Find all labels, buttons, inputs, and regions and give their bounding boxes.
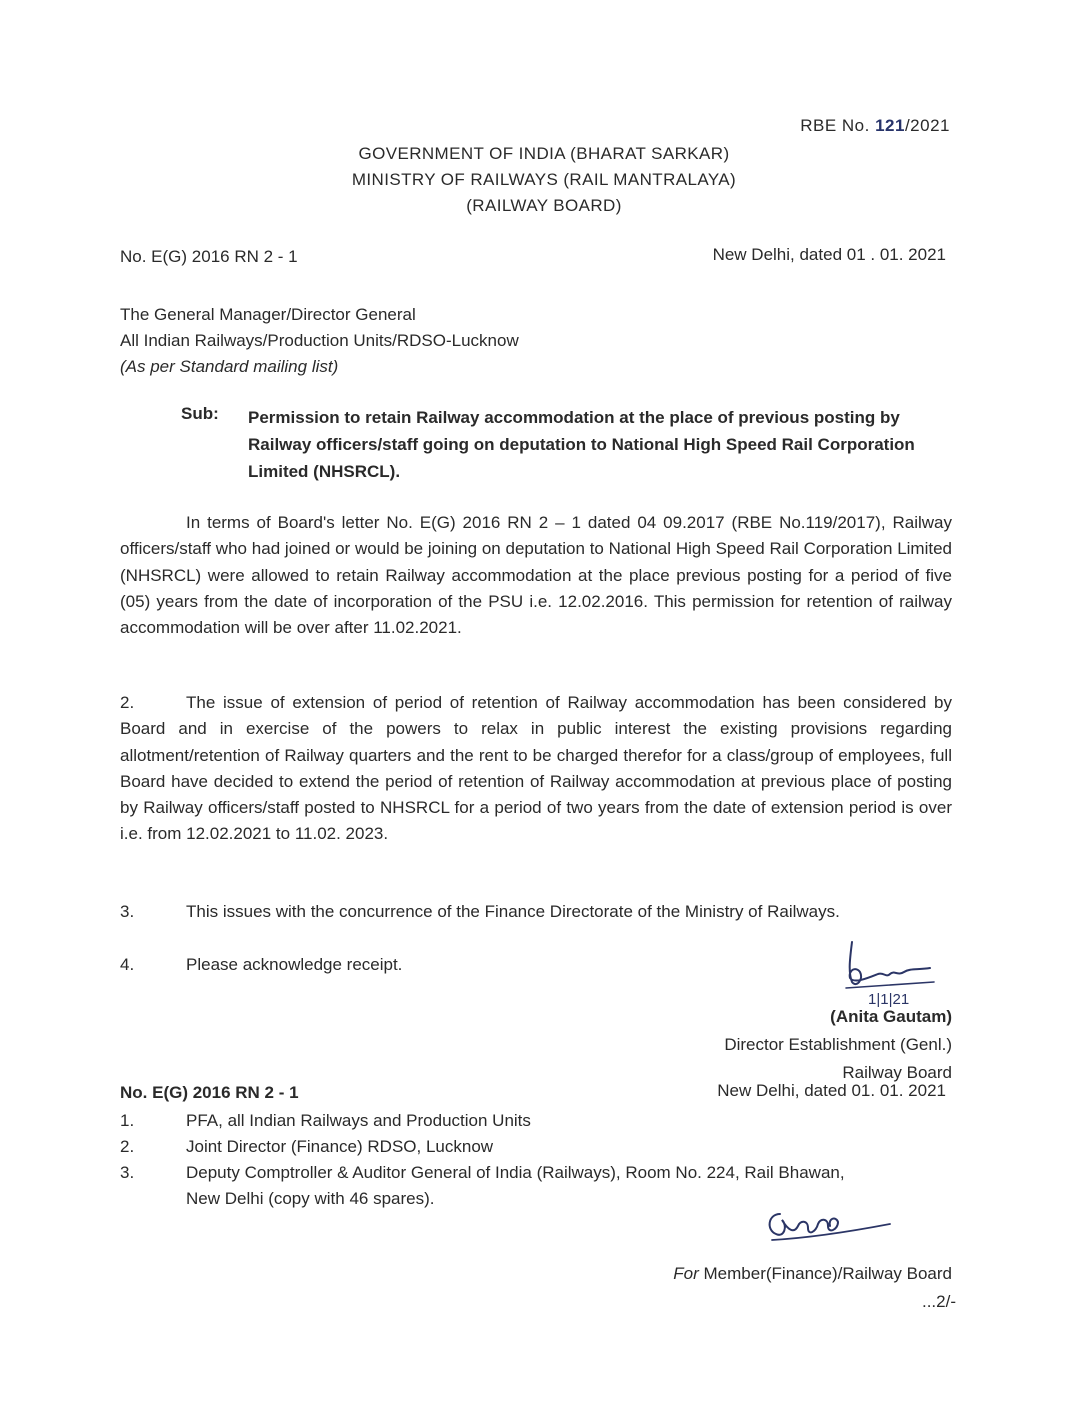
rbe-prefix: RBE No. (800, 116, 876, 135)
paragraph-3-number: 3. (120, 902, 135, 921)
paragraph-3-text: This issues with the concurrence of the Finance Directorate of the Ministry of Railways. (186, 902, 840, 921)
page-continuation: ...2/- (921, 1292, 956, 1311)
rbe-num: 121 (875, 116, 905, 135)
signatory-name: (Anita Gautam) (830, 1007, 952, 1026)
list-item-text: Joint Director (Finance) RDSO, Lucknow (186, 1137, 494, 1156)
signatory-office: Railway Board (842, 1063, 952, 1082)
paragraph-4 (120, 955, 403, 975)
for-member-finance (673, 1264, 952, 1284)
header-board: (RAILWAY BOARD) (466, 196, 622, 215)
rbe-suffix: /2021 (904, 116, 950, 135)
signature-finance (758, 1200, 898, 1256)
addressee (120, 302, 519, 380)
header-ministry: MINISTRY OF RAILWAYS (RAIL MANTRALAYA) (351, 170, 737, 189)
copy-date-line: New Delhi, dated 01. 01. 2021 (717, 1081, 946, 1100)
list-item-text: PFA, all Indian Railways and Production Units (186, 1111, 531, 1130)
copy-list (120, 1108, 880, 1212)
for-text: Member(Finance)/Railway Board (698, 1264, 952, 1283)
date-line: New Delhi, dated 01 . 01. 2021 (712, 245, 946, 264)
paragraph-4-text: Please acknowledge receipt. (186, 955, 403, 974)
paragraph-1: In terms of Board's letter No. E(G) 2016 RN 2 – 1 dated 04 09.2017 (RBE No.119/2017), Railway officers/staff who had joined or would be joining on deputation to National High Speed Rail Corporation Limited (NHSRCL) were allowed to retain Railway accommodation at the place previous posting for a period of five (05) years from the date of incorporation of the PSU i.e. 12.02.2016. This permission for retention of railway accommodation will be over after 11.02.2021. (120, 513, 952, 638)
list-item (120, 1134, 880, 1160)
list-item-number: 3. (120, 1163, 135, 1182)
header-government: GOVERNMENT OF INDIA (BHARAT SARKAR) (358, 144, 730, 163)
paragraph-2 (120, 690, 952, 848)
signature-director (838, 938, 948, 1008)
reference-number: No. E(G) 2016 RN 2 - 1 (120, 247, 298, 266)
signature-date: 1|1|21 (868, 991, 910, 1008)
subject-label: Sub: (181, 404, 219, 423)
addressee-line2: All Indian Railways/Production Units/RDSO-Lucknow (120, 331, 519, 350)
paragraph-2-text: The issue of extension of period of retention of Railway accommodation has been considered by Board and in exercise of the powers to relax in public interest the existing provisions regarding allotment/retention of Railway quarters and the rent to be charged therefor for a class/group of employees, full Board have decided to extend the period of retention of Railway accommodation at previous place of posting by Railway officers/staff posted to NHSRCL for a period of two years from the date of extension period is over i.e. from 12.02.2021 to 11.02. 2023. (120, 693, 952, 844)
addressee-line1: The General Manager/Director General (120, 305, 416, 324)
copy-reference-number: No. E(G) 2016 RN 2 - 1 (120, 1083, 299, 1102)
signatory-designation: Director Establishment (Genl.) (724, 1035, 952, 1054)
list-item-number: 2. (120, 1137, 135, 1156)
addressee-line3: (As per Standard mailing list) (120, 357, 339, 376)
paragraph-3 (120, 902, 840, 922)
paragraph-2-number: 2. (120, 693, 135, 712)
list-item (120, 1108, 880, 1134)
subject-text: Permission to retain Railway accommodation at the place of previous posting by Railway officers/staff going on deputation to National High Speed Rail Corporation Limited (NHSRCL). (248, 408, 915, 481)
list-item-number: 1. (120, 1111, 135, 1130)
paragraph-4-number: 4. (120, 955, 135, 974)
for-prefix: For (673, 1264, 699, 1283)
list-item-text: Deputy Comptroller & Auditor General of India (Railways), Room No. 224, Rail Bhawan, New Delhi (copy with 46 spares). (186, 1163, 845, 1208)
rbe-number (800, 116, 950, 136)
signatory-block (724, 1003, 952, 1087)
